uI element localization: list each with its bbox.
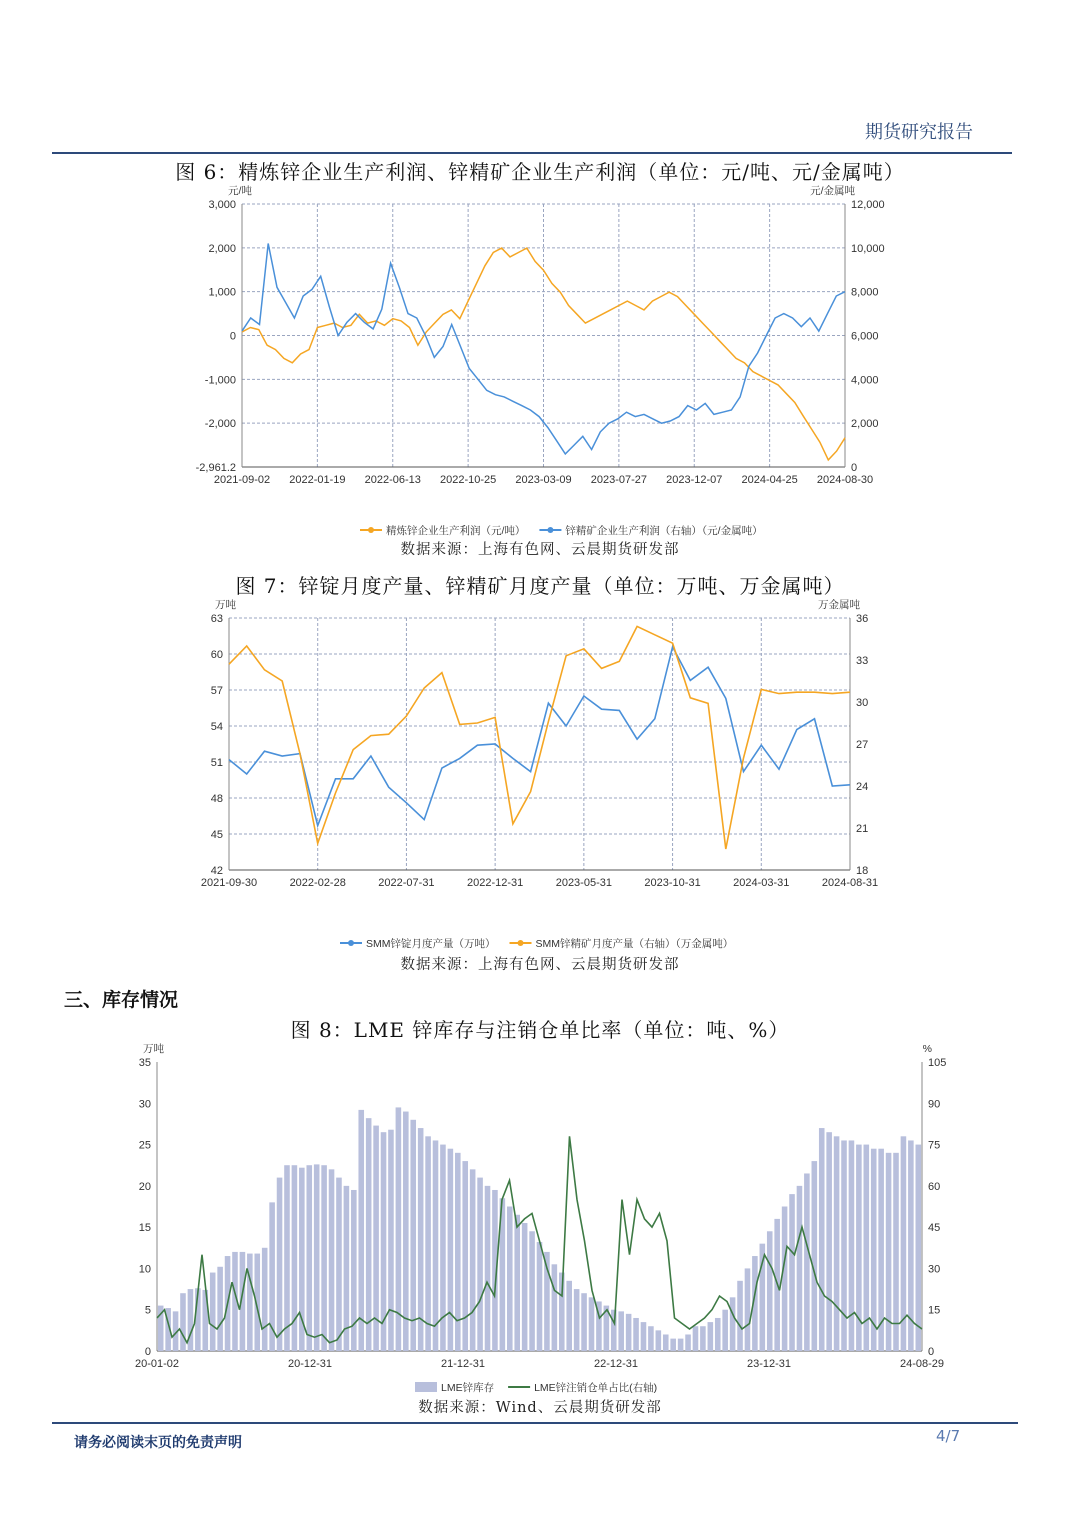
- left-axis-unit: 元/吨: [228, 185, 252, 197]
- left-tick-label: 45: [210, 829, 223, 841]
- x-tick-label: 20-12-31: [287, 1358, 333, 1370]
- fig7-chart: [0, 594, 1080, 974]
- x-tick-label: 21-12-31: [440, 1358, 486, 1370]
- inventory-bar: [566, 1281, 572, 1351]
- x-tick-label: 24-08-29: [899, 1358, 945, 1370]
- inventory-bar: [581, 1293, 587, 1351]
- inventory-bar: [522, 1223, 528, 1351]
- inventory-bar: [715, 1318, 721, 1351]
- left-tick-label: 0: [229, 330, 236, 343]
- right-tick-label: 36: [856, 613, 869, 625]
- inventory-bar: [641, 1322, 647, 1351]
- inventory-bar: [782, 1207, 788, 1352]
- legend-marker-0: [348, 940, 354, 946]
- inventory-bar: [358, 1110, 364, 1351]
- inventory-bar: [180, 1293, 186, 1351]
- inventory-bar: [336, 1178, 342, 1351]
- fig6-title: 图 6：精炼锌企业生产利润、锌精矿企业生产利润（单位：元/吨、元/金属吨）: [175, 160, 905, 184]
- x-tick-label: 2024-08-31: [821, 877, 879, 889]
- legend-swatch-0: [415, 1382, 437, 1392]
- left-tick-label: 20: [138, 1180, 151, 1193]
- x-tick-label: 2023-03-09: [515, 474, 572, 486]
- left-tick-label: 15: [138, 1222, 151, 1235]
- inventory-bar: [188, 1289, 194, 1351]
- page-number: 4/7: [936, 1427, 961, 1445]
- inventory-bar: [284, 1165, 290, 1351]
- inventory-bar: [678, 1339, 684, 1351]
- left-tick-label: 35: [138, 1057, 151, 1069]
- left-tick-label: -1,000: [204, 374, 236, 387]
- x-tick-label: 23-12-31: [746, 1358, 792, 1370]
- inventory-bar: [462, 1161, 468, 1351]
- inventory-bar: [410, 1120, 416, 1351]
- legend-marker-0: [368, 527, 374, 533]
- left-tick-label: 54: [210, 721, 223, 733]
- inventory-bar: [373, 1126, 379, 1351]
- inventory-bar: [708, 1322, 714, 1351]
- x-tick-label: 2022-10-25: [439, 474, 497, 486]
- inventory-bar: [514, 1215, 520, 1351]
- inventory-bar: [217, 1267, 223, 1351]
- left-tick-label: 25: [138, 1139, 151, 1152]
- legend-label-1: 锌精矿企业生产利润（右轴）（元/金属吨）: [565, 525, 763, 537]
- inventory-bar: [247, 1254, 253, 1351]
- right-tick-label: 33: [856, 655, 869, 667]
- right-axis-unit: %: [922, 1043, 932, 1055]
- right-tick-label: 105: [928, 1057, 947, 1069]
- report-header-title: 期货研究报告: [865, 122, 973, 143]
- inventory-bar: [329, 1169, 335, 1351]
- right-tick-label: 18: [856, 865, 869, 877]
- inventory-bar: [433, 1140, 439, 1351]
- inventory-bar: [448, 1149, 454, 1351]
- inventory-bar: [403, 1112, 409, 1351]
- inventory-bar: [529, 1231, 535, 1351]
- x-tick-label: 2022-01-19: [289, 474, 346, 486]
- fig7-title: 图 7：锌锭月度产量、锌精矿月度产量（单位：万吨、万金属吨）: [235, 574, 845, 598]
- inventory-bar: [277, 1178, 283, 1351]
- series-line-0: [229, 647, 850, 826]
- x-tick-label: 2024-03-31: [733, 877, 790, 889]
- inventory-bar: [366, 1118, 372, 1351]
- inventory-bar: [700, 1326, 706, 1351]
- x-tick-label: 2022-02-28: [289, 877, 346, 889]
- right-tick-label: 21: [856, 823, 869, 835]
- inventory-bar: [589, 1297, 595, 1351]
- inventory-bar: [485, 1186, 491, 1351]
- inventory-bar: [693, 1326, 699, 1351]
- inventory-bar: [552, 1264, 558, 1351]
- right-tick-label: 90: [928, 1098, 941, 1111]
- inventory-bar: [841, 1140, 847, 1351]
- left-tick-label: 5: [144, 1304, 151, 1317]
- left-tick-label: 48: [210, 793, 223, 805]
- left-tick-label: 57: [210, 685, 223, 697]
- inventory-bar: [893, 1153, 899, 1351]
- inventory-bar: [470, 1169, 476, 1351]
- right-tick-label: 27: [856, 739, 869, 751]
- footer-disclaimer: 请务必阅读末页的免责声明: [74, 1435, 242, 1451]
- fig8-source: 数据来源：Wind、云晨期货研发部: [418, 1400, 662, 1416]
- inventory-bar: [656, 1330, 662, 1351]
- inventory-bar: [722, 1310, 728, 1351]
- inventory-bar: [737, 1281, 743, 1351]
- right-tick-label: 60: [928, 1180, 941, 1193]
- left-tick-label: 42: [210, 865, 223, 877]
- inventory-bar: [507, 1207, 513, 1352]
- inventory-bar: [626, 1314, 632, 1351]
- inventory-bar: [745, 1268, 751, 1351]
- x-tick-label: 2024-08-30: [816, 474, 874, 486]
- footer-divider: [52, 1422, 1018, 1424]
- inventory-bar: [210, 1273, 216, 1351]
- section-heading: 三、库存情况: [64, 989, 179, 1011]
- inventory-bar: [826, 1132, 832, 1351]
- inventory-bar: [633, 1318, 639, 1351]
- inventory-bar: [804, 1173, 810, 1351]
- right-tick-label: 0: [928, 1346, 935, 1358]
- fig8-title: 图 8：LME 锌库存与注销仓单比率（单位：吨、%）: [290, 1018, 790, 1042]
- inventory-bar: [455, 1153, 461, 1351]
- inventory-bar: [670, 1339, 676, 1351]
- legend-label-1: SMM锌精矿月度产量（右轴）（万金属吨）: [535, 938, 734, 950]
- inventory-bar: [262, 1248, 268, 1351]
- x-tick-label: 20-01-02: [134, 1358, 180, 1370]
- inventory-bar: [685, 1334, 691, 1351]
- legend-label-0: SMM锌锭月度产量（万吨）: [366, 938, 496, 950]
- x-tick-label: 2023-10-31: [644, 877, 701, 889]
- right-tick-label: 0: [851, 462, 858, 474]
- right-axis-unit: 元/金属吨: [810, 185, 855, 197]
- right-tick-label: 30: [856, 697, 869, 709]
- fig6-source: 数据来源：上海有色网、云晨期货研发部: [400, 542, 680, 558]
- legend-label-0: LME锌库存: [441, 1382, 495, 1394]
- legend-label-1: LME锌注销仓单占比(右轴): [534, 1382, 658, 1394]
- right-tick-label: 75: [928, 1139, 941, 1152]
- x-tick-label: 2023-05-31: [555, 877, 612, 889]
- x-tick-label: 2022-07-31: [378, 877, 435, 889]
- header-divider: [52, 152, 1012, 154]
- inventory-bar: [812, 1161, 818, 1351]
- left-tick-label: 3,000: [208, 199, 236, 211]
- left-tick-label: 2,000: [208, 242, 236, 255]
- right-tick-label: 4,000: [851, 374, 879, 387]
- x-tick-label: 2022-06-13: [364, 474, 421, 486]
- inventory-bar: [819, 1128, 825, 1351]
- inventory-bar: [648, 1326, 654, 1351]
- left-tick-label: 60: [210, 649, 223, 661]
- right-tick-label: 15: [928, 1304, 941, 1317]
- left-tick-label: -2,000: [204, 418, 236, 431]
- fig7-source: 数据来源：上海有色网、云晨期货研发部: [400, 957, 680, 973]
- inventory-bar: [306, 1165, 312, 1351]
- inventory-bar: [797, 1186, 803, 1351]
- inventory-bar: [574, 1289, 580, 1351]
- inventory-bar: [425, 1136, 431, 1351]
- inventory-bar: [537, 1242, 543, 1351]
- left-tick-label: 10: [138, 1263, 151, 1276]
- inventory-bar: [477, 1178, 483, 1351]
- fig6-chart: [0, 180, 1080, 580]
- right-tick-label: 10,000: [851, 242, 885, 255]
- left-tick-label: -2,961.2: [195, 462, 236, 474]
- x-tick-label: 22-12-31: [593, 1358, 639, 1370]
- right-tick-label: 24: [856, 781, 869, 793]
- x-tick-label: 2023-07-27: [590, 474, 648, 486]
- right-tick-label: 6,000: [851, 330, 879, 343]
- x-tick-label: 2024-04-25: [741, 474, 798, 486]
- x-tick-label: 2021-09-02: [213, 474, 271, 486]
- right-tick-label: 8,000: [851, 286, 879, 299]
- left-tick-label: 30: [138, 1098, 151, 1111]
- right-tick-label: 45: [928, 1222, 941, 1235]
- inventory-bar: [767, 1231, 773, 1351]
- inventory-bar: [618, 1311, 624, 1351]
- inventory-bar: [916, 1145, 922, 1351]
- fig8-chart: [0, 1036, 1080, 1416]
- left-tick-label: 51: [210, 757, 223, 769]
- inventory-bar: [388, 1130, 394, 1351]
- left-tick-label: 0: [144, 1346, 151, 1358]
- inventory-bar: [314, 1164, 320, 1351]
- inventory-bar: [834, 1136, 840, 1351]
- inventory-bar: [321, 1165, 327, 1351]
- inventory-bar: [663, 1334, 669, 1351]
- right-tick-label: 12,000: [851, 199, 885, 211]
- inventory-bar: [849, 1140, 855, 1351]
- x-tick-label: 2022-12-31: [467, 877, 524, 889]
- right-tick-label: 30: [928, 1263, 941, 1276]
- inventory-bar: [789, 1194, 795, 1351]
- left-tick-label: 63: [210, 613, 223, 625]
- inventory-bar: [344, 1186, 350, 1351]
- left-axis-unit: 万吨: [143, 1043, 164, 1055]
- x-tick-label: 2023-12-07: [666, 474, 723, 486]
- inventory-bar: [730, 1297, 736, 1351]
- right-axis-unit: 万金属吨: [818, 599, 860, 611]
- left-axis-unit: 万吨: [215, 599, 236, 611]
- right-tick-label: 2,000: [851, 418, 879, 431]
- legend-marker-1: [547, 527, 553, 533]
- legend-marker-1: [518, 940, 524, 946]
- left-tick-label: 1,000: [208, 286, 236, 299]
- x-tick-label: 2021-09-30: [200, 877, 258, 889]
- legend-label-0: 精炼锌企业生产利润（元/吨）: [386, 525, 526, 537]
